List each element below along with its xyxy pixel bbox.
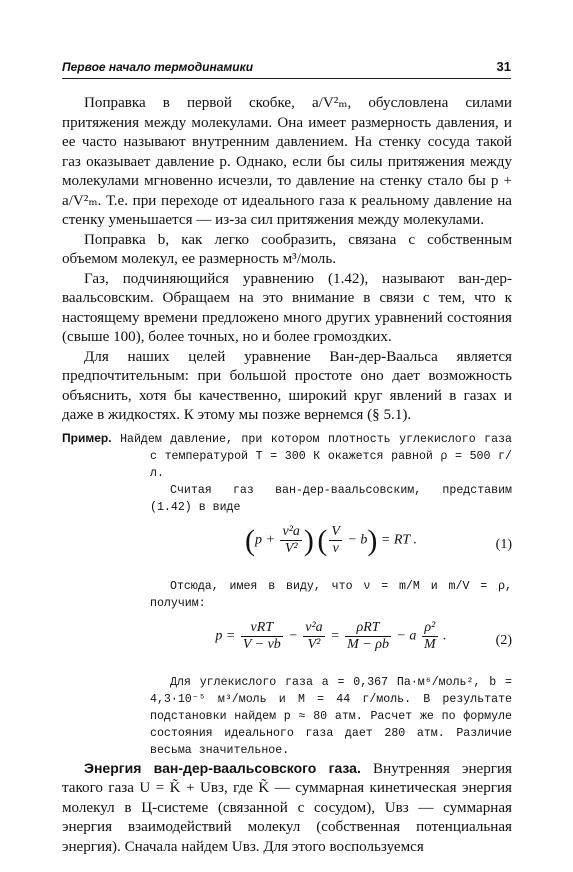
- page-number: 31: [496, 59, 511, 74]
- example-step-2: Отсюда, имея в виду, что ν = m/M и m/V = ρ, получим:: [150, 579, 512, 610]
- section-energy: [62, 759, 512, 858]
- example-step-3: Для углекислого газа a = 0,367 Па·м⁶/моль², b = 4,3·10⁻⁵ м³/моль и M = 44 г/моль. В результате подстановки найдем p ≈ 80 атм. Расчет же по формуле состояния идеального газа дает 280 атм. Различие весьма значительное.: [150, 675, 512, 757]
- paragraph-van-der-waals-gas: Газ, подчиняющийся уравнению (1.42), называют ван-дер-ваальсовским. Обращаем на это внимание в связи с тем, что к настоящему времени предложено много других уравнений состояния (свыше 100), более точных, но и более громоздких.: [62, 270, 512, 345]
- equation-2: [150, 620, 512, 666]
- equation-2-number: (2): [495, 632, 512, 648]
- running-header: [62, 58, 511, 78]
- example-statement: [62, 430, 512, 482]
- paragraph-internal-pressure: Поправка в первой скобке, a/V²ₘ, обусловлена силами притяжения между молекулами. Она имеет размерность давления, и ее часто называют внутренним давлением. На стенку сосуда такой газ оказывает давление p. Однако, если бы силы притяжения между молекулами мгновенно исчезли, то давление на стенку стало бы p + a/V²ₘ. Т.е. при переходе от идеального газа к реальному давление на стенку уменьшается — из-за сил притяжения между молекулами.: [62, 95, 512, 228]
- section-heading: Энергия ван-дер-ваальсовского газа.: [84, 759, 361, 776]
- section-text: Внутренняя энергия такого газа U = K̃ + Uвз, где K̃ — суммарная кинетическая энергия молекул в Ц-системе (связанной с сосудом), Uвз — суммарная энергия взаимодействий молекул (собственная потенциальная энергия). Сначала найдем Uвз. Для этого воспользуемся: [62, 760, 512, 855]
- example-block: [62, 430, 512, 759]
- equation-1: [150, 524, 512, 570]
- chapter-title: Первое начало термодинамики: [62, 60, 254, 74]
- example-label: Пример.: [62, 430, 112, 445]
- equation-1-formula: (p + $\frac{\text{ν²a}}{\text{V²}}$ ) ( $\frac{V}{\nu}$ − b) = RT .: [245, 523, 417, 557]
- paragraph-correction-b: Поправка b, как легко сообразить, связана с собственным объемом молекул, ее размерность м³/моль.: [62, 231, 512, 267]
- page-body: [62, 94, 512, 857]
- example-text: Найдем давление, при котором плотность углекислого газа с температурой T = 300 К окажется равной ρ = 500 г/л.: [120, 432, 512, 480]
- equation-2-formula: p = $\frac{\text{νRT}}{V - \nu b}$ − $\frac{\text{ν²a}}{\text{V²}}$ = $\frac{\text{ρRT}}{M - \rho b}$ − a $\frac{\text{ρ²}}{M}$ .: [215, 619, 447, 652]
- example-step-1: Считая газ ван-дер-ваальсовским, представим (1.42) в виде: [150, 483, 512, 514]
- paragraph-equation-preference: Для наших целей уравнение Ван-дер-Ваальса является предпочтительным: при большой простоте оно дает возможность объяснить, хотя бы качественно, широкий круг явлений в газах и даже в жидкостях. К этому мы позже вернемся (§ 5.1).: [62, 348, 512, 423]
- equation-1-number: (1): [495, 536, 512, 552]
- header-rule: [62, 78, 511, 79]
